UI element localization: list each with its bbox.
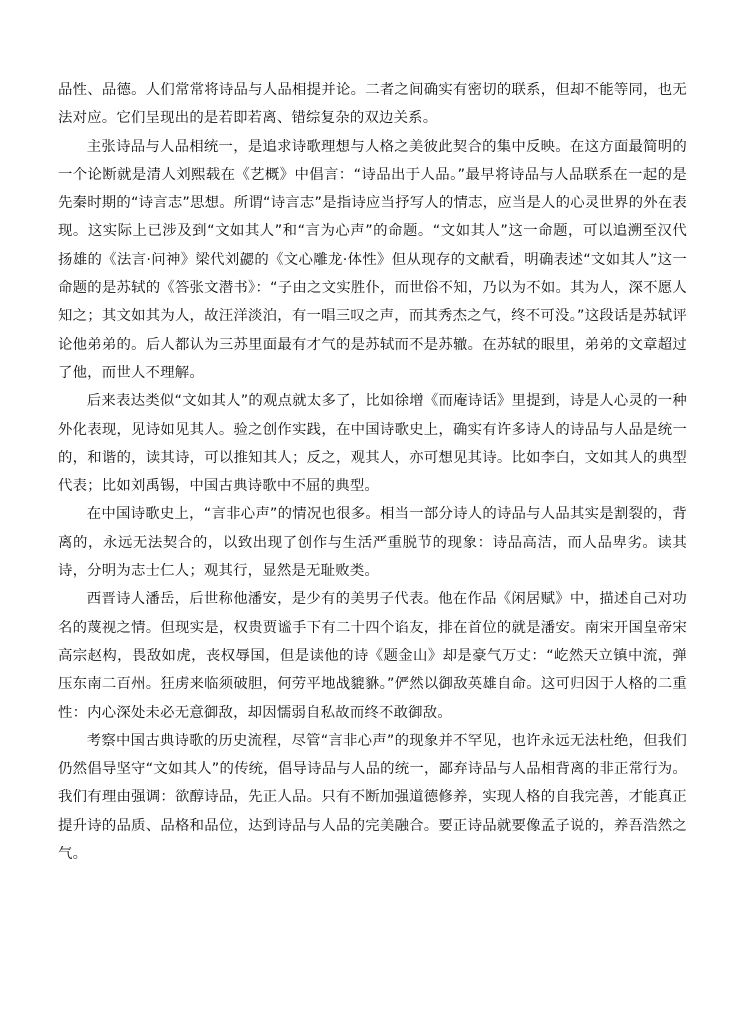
paragraph-4: 在中国诗歌史上，“言非心声”的情况也很多。相当一部分诗人的诗品与人品其实是割裂的，背离的，永远无法契合的，以致出现了创作与生活严重脱节的现象：诗品高洁，而人品卑劣。读其诗，分明为志士仁人；观其行，显然是无耻败类。 [58,506,687,580]
paragraph-5: 西晋诗人潘岳，后世称他潘安，是少有的美男子代表。他在作品《闲居赋》中，描述自己对功名的蔑视之情。但现实是，权贵贾谧手下有二十四个谄友，排在首位的就是潘安。南宋开国皇帝宋高宗赵构，畏敌如虎，丧权辱国，但是读他的诗《题金山》却是豪气万丈：“屹然天立镇中流，弹压东南二百州。狂虏来临须破胆，何劳平地战貔貅。”俨然以御敌英雄自命。这可归因于人格的二重性：内心深处未必无意御敌，却因懦弱自私故而终不敢御敌。 [58,591,687,721]
paragraph-3: 后来表达类似“文如其人”的观点就太多了，比如徐增《而庵诗话》里提到，诗是人心灵的一种外化表现，见诗如见其人。验之创作实践，在中国诗歌史上，确实有许多诗人的诗品与人品是统一的，和谐的，读其诗，可以推知其人；反之，观其人，亦可想见其诗。比如李白，文如其人的典型代表；比如刘禹锡，中国古典诗歌中不屈的典型。 [58,393,687,495]
paragraph-6: 考察中国古典诗歌的历史流程，尽管“言非心声”的现象并不罕见，也许永远无法杜绝，但我们仍然倡导坚守“文如其人”的传统，倡导诗品与人品的统一，鄙弃诗品与人品相背离的非正常行为。我们有理由强调：欲醇诗品，先正人品。只有不断加强道德修养，实现人格的自我完善，才能真正提升诗的品质、品格和品位，达到诗品与人品的完美融合。要正诗品就要像孟子说的，养吾浩然之气。 [58,732,687,863]
paragraph-2: 主张诗品与人品相统一，是追求诗歌理想与人格之美彼此契合的集中反映。在这方面最简明的一个论断就是清人刘熙载在《艺概》中倡言：“诗品出于人品。”最早将诗品与人品联系在一起的是先秦时期的“诗言志”思想。所谓“诗言志”是指诗应当抒写人的情志，应当是人的心灵世界的外在表现。这实际上已涉及到“文如其人”和“言为心声”的命题。“文如其人”这一命题，可以追溯至汉代扬雄的《法言·问神》梁代刘勰的《文心雕龙·体性》但从现存的文献看，明确表述“文如其人”这一命题的是苏轼的《答张文潜书》：“子由之文实胜仆，而世俗不知，乃以为不如。其为人，深不愿人知之；其文如其为人，故汪洋淡泊，有一唱三叹之声，而其秀杰之气，终不可没。”这段话是苏轼评论他弟弟的。后人都认为三苏里面最有才气的是苏轼而不是苏辙。在苏轼的眼里，弟弟的文章超过了他，而世人不理解。 [58,138,687,381]
paragraph-1: 品性、品德。人们常常将诗品与人品相提并论。二者之间确实有密切的联系，但却不能等同，也无法对应。它们呈现出的是若即若离、错综复杂的双边关系。 [58,82,687,127]
